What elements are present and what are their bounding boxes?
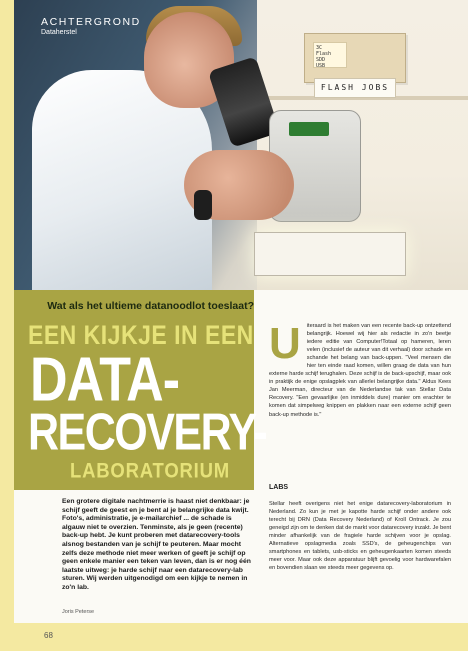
section-subtitle: Dataherstel: [41, 29, 77, 36]
section-title: ACHTERGROND: [41, 16, 141, 28]
hero-photo: [14, 0, 468, 290]
flash-jobs-tag: FLASH JOBS: [314, 78, 396, 98]
intro-paragraph: Een grotere digitale nachtmerrie is haast niet denkbaar: je schijf geeft de geest en je bent al je belangrijke data kwijt. Foto's, administratie, je e-mailarchief ... de schade is algauw niet te overzien. Tenminste, als je geen (recente) back-up hebt. Je kunt proberen met datarecovery-tools alsnog bestanden van je schijf te peuteren. Maar mocht zelfs deze methode niet meer werken of geeft je schijf op geen enkele manier een teken van leven, dan is er nog één laatste uitweg: je harde schijf naar een datarecovery-lab sturen. Wij werden uitgenodigd om een kijkje te nemen in zo'n lab.: [62, 498, 251, 591]
author-byline: Joris Peterse: [62, 609, 95, 615]
subheading-labs: LABS: [269, 484, 289, 491]
article-paragraph-1: iteraard is het maken van een recente back-up ontzettend belangrijk. Hoewel wij hier als redactie in zo'n beetje iedere editie van Computer!Totaal op hameren, leren velen (inclusief de auteur van dit verhaal) door schade en schande het belang van back-uppen. "Veel mensen die hier ten einde raad komen, willen graag de data van hun externe harde schijf terughalen. Deze schijf is de back-upschijf, maar ook in praktijk de enige opslagplek van allerlei belangrijke data." Aldus Kees Jan Meerman, directeur van de Nederlandse tak van Stellar Data Recovery. "Een gevaarlijke (en inmiddels dure) manier om erachter te komen dat simpelweg knippen en plakken naar een externe schijf geen back-up methode is.": [269, 323, 451, 418]
headline-line-2: DATA-: [30, 345, 180, 415]
article-column-2: [269, 494, 451, 578]
headline-kicker: Wat als het ultieme datanoodlot toeslaat?: [47, 300, 254, 312]
headline-line-3: RECOVERY-: [28, 404, 267, 462]
wrist-bracelet: [194, 190, 212, 220]
footer-band: [0, 623, 468, 651]
page-number: 68: [44, 631, 53, 640]
drop-cap: U: [269, 319, 301, 368]
article-paragraph-2: Stellar heeft overigens niet het enige datarecovery-laboratorium in Nederland. Zo kun je met je kapotte harde schijf onder andere ook terecht bij DRN (Data Recovery Nederland) of Kroll Ontrack. Je zou geneigd zijn om te denken dat de markt voor datarecovery inzakt. Je bent minder afhankelijk van de fragiele harde schijven voor je opslag. Alternatieve opslagmedia zoals SSD's, de geheugenchips van smartphones en tablets, usb-sticks en geheugenkaarten komen steeds meer voor. Maar ook deze apparatuur blijft gevoelig voor hardwarefalen en bovendien slaan we steeds meer gegevens op.: [269, 500, 451, 571]
box-label: 3C Flash SDD USB: [313, 42, 347, 68]
left-color-rail: [0, 0, 14, 651]
headline-line-4: LABORATORIUM: [70, 458, 230, 483]
headline-line-1: EEN KIJKJE IN EEN: [28, 320, 254, 350]
microscope-light-base: [254, 232, 406, 276]
microscope-label: [289, 122, 329, 136]
article-column-1: [269, 319, 451, 419]
storage-box: [304, 33, 406, 83]
section-header: [41, 16, 141, 36]
